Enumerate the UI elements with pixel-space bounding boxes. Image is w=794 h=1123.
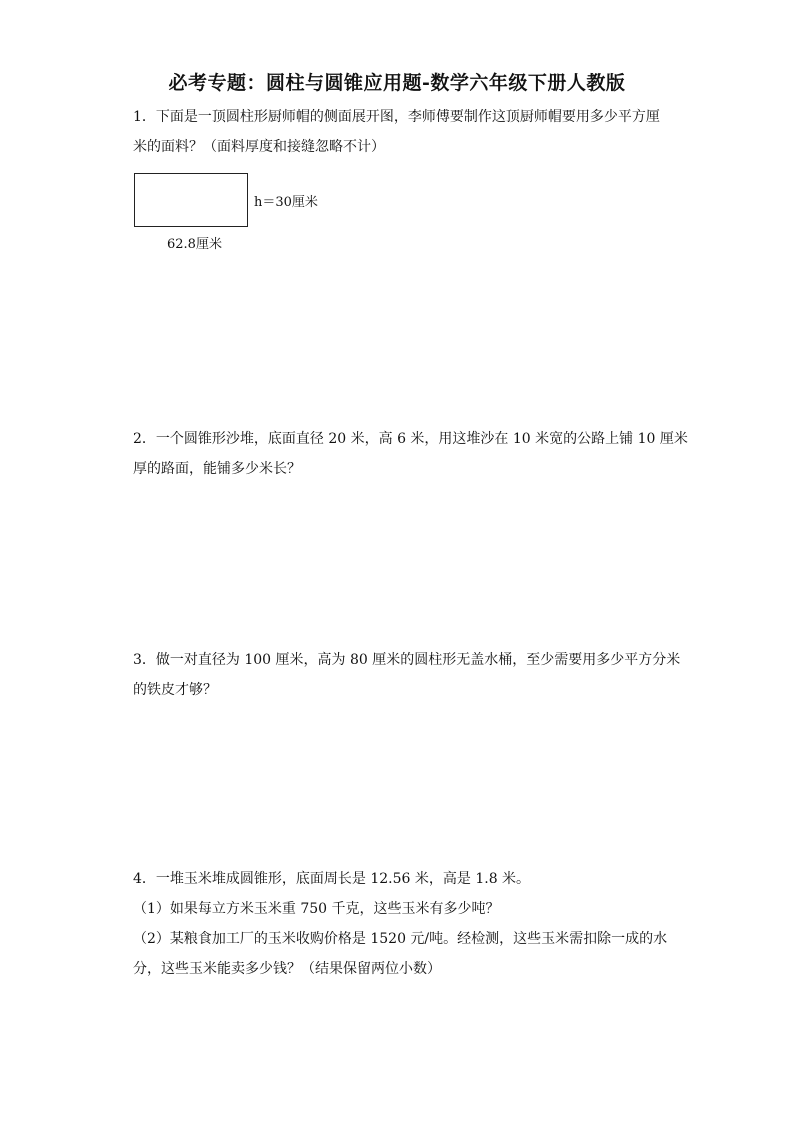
question-2-line-1: 2．一个圆锥形沙堆，底面直径 20 米，高 6 米，用这堆沙在 10 米宽的公路上铺 10 厘米 — [133, 431, 688, 447]
page-title: 必考专题：圆柱与圆锥应用题-数学六年级下册人教版 — [168, 72, 626, 94]
cylinder-net-rectangle — [134, 173, 248, 227]
question-1-line-1: 1．下面是一顶圆柱形厨师帽的侧面展开图，李师傅要制作这顶厨师帽要用多少平方厘 — [133, 109, 660, 125]
question-4-subquestion-2-line-2: 分，这些玉米能卖多少钱？（结果保留两位小数） — [133, 961, 441, 977]
question-4-subquestion-1: （1）如果每立方米玉米重 750 千克，这些玉米有多少吨？ — [133, 901, 500, 917]
question-2 — [133, 424, 688, 484]
question-4-subquestion-2-line-1: （2）某粮食加工厂的玉米收购价格是 1520 元/吨。经检测，这些玉米需扣除一成的水 — [133, 931, 668, 947]
rectangle-width-label: 62.8厘米 — [167, 237, 222, 252]
question-4 — [133, 864, 673, 984]
question-1 — [133, 102, 673, 162]
question-3-line-1: 3．做一对直径为 100 厘米，高为 80 厘米的圆柱形无盖水桶，至少需要用多少平方分米 — [133, 652, 681, 668]
question-3-line-2: 的铁皮才够？ — [133, 682, 217, 698]
rectangle-height-label: h＝30厘米 — [254, 195, 318, 210]
question-3 — [133, 645, 681, 705]
question-1-line-2: 米的面料？（面料厚度和接缝忽略不计） — [133, 139, 385, 155]
question-4-line-1: 4．一堆玉米堆成圆锥形，底面周长是 12.56 米，高是 1.8 米。 — [133, 871, 531, 887]
question-2-line-2: 厚的路面，能铺多少米长？ — [133, 461, 301, 477]
